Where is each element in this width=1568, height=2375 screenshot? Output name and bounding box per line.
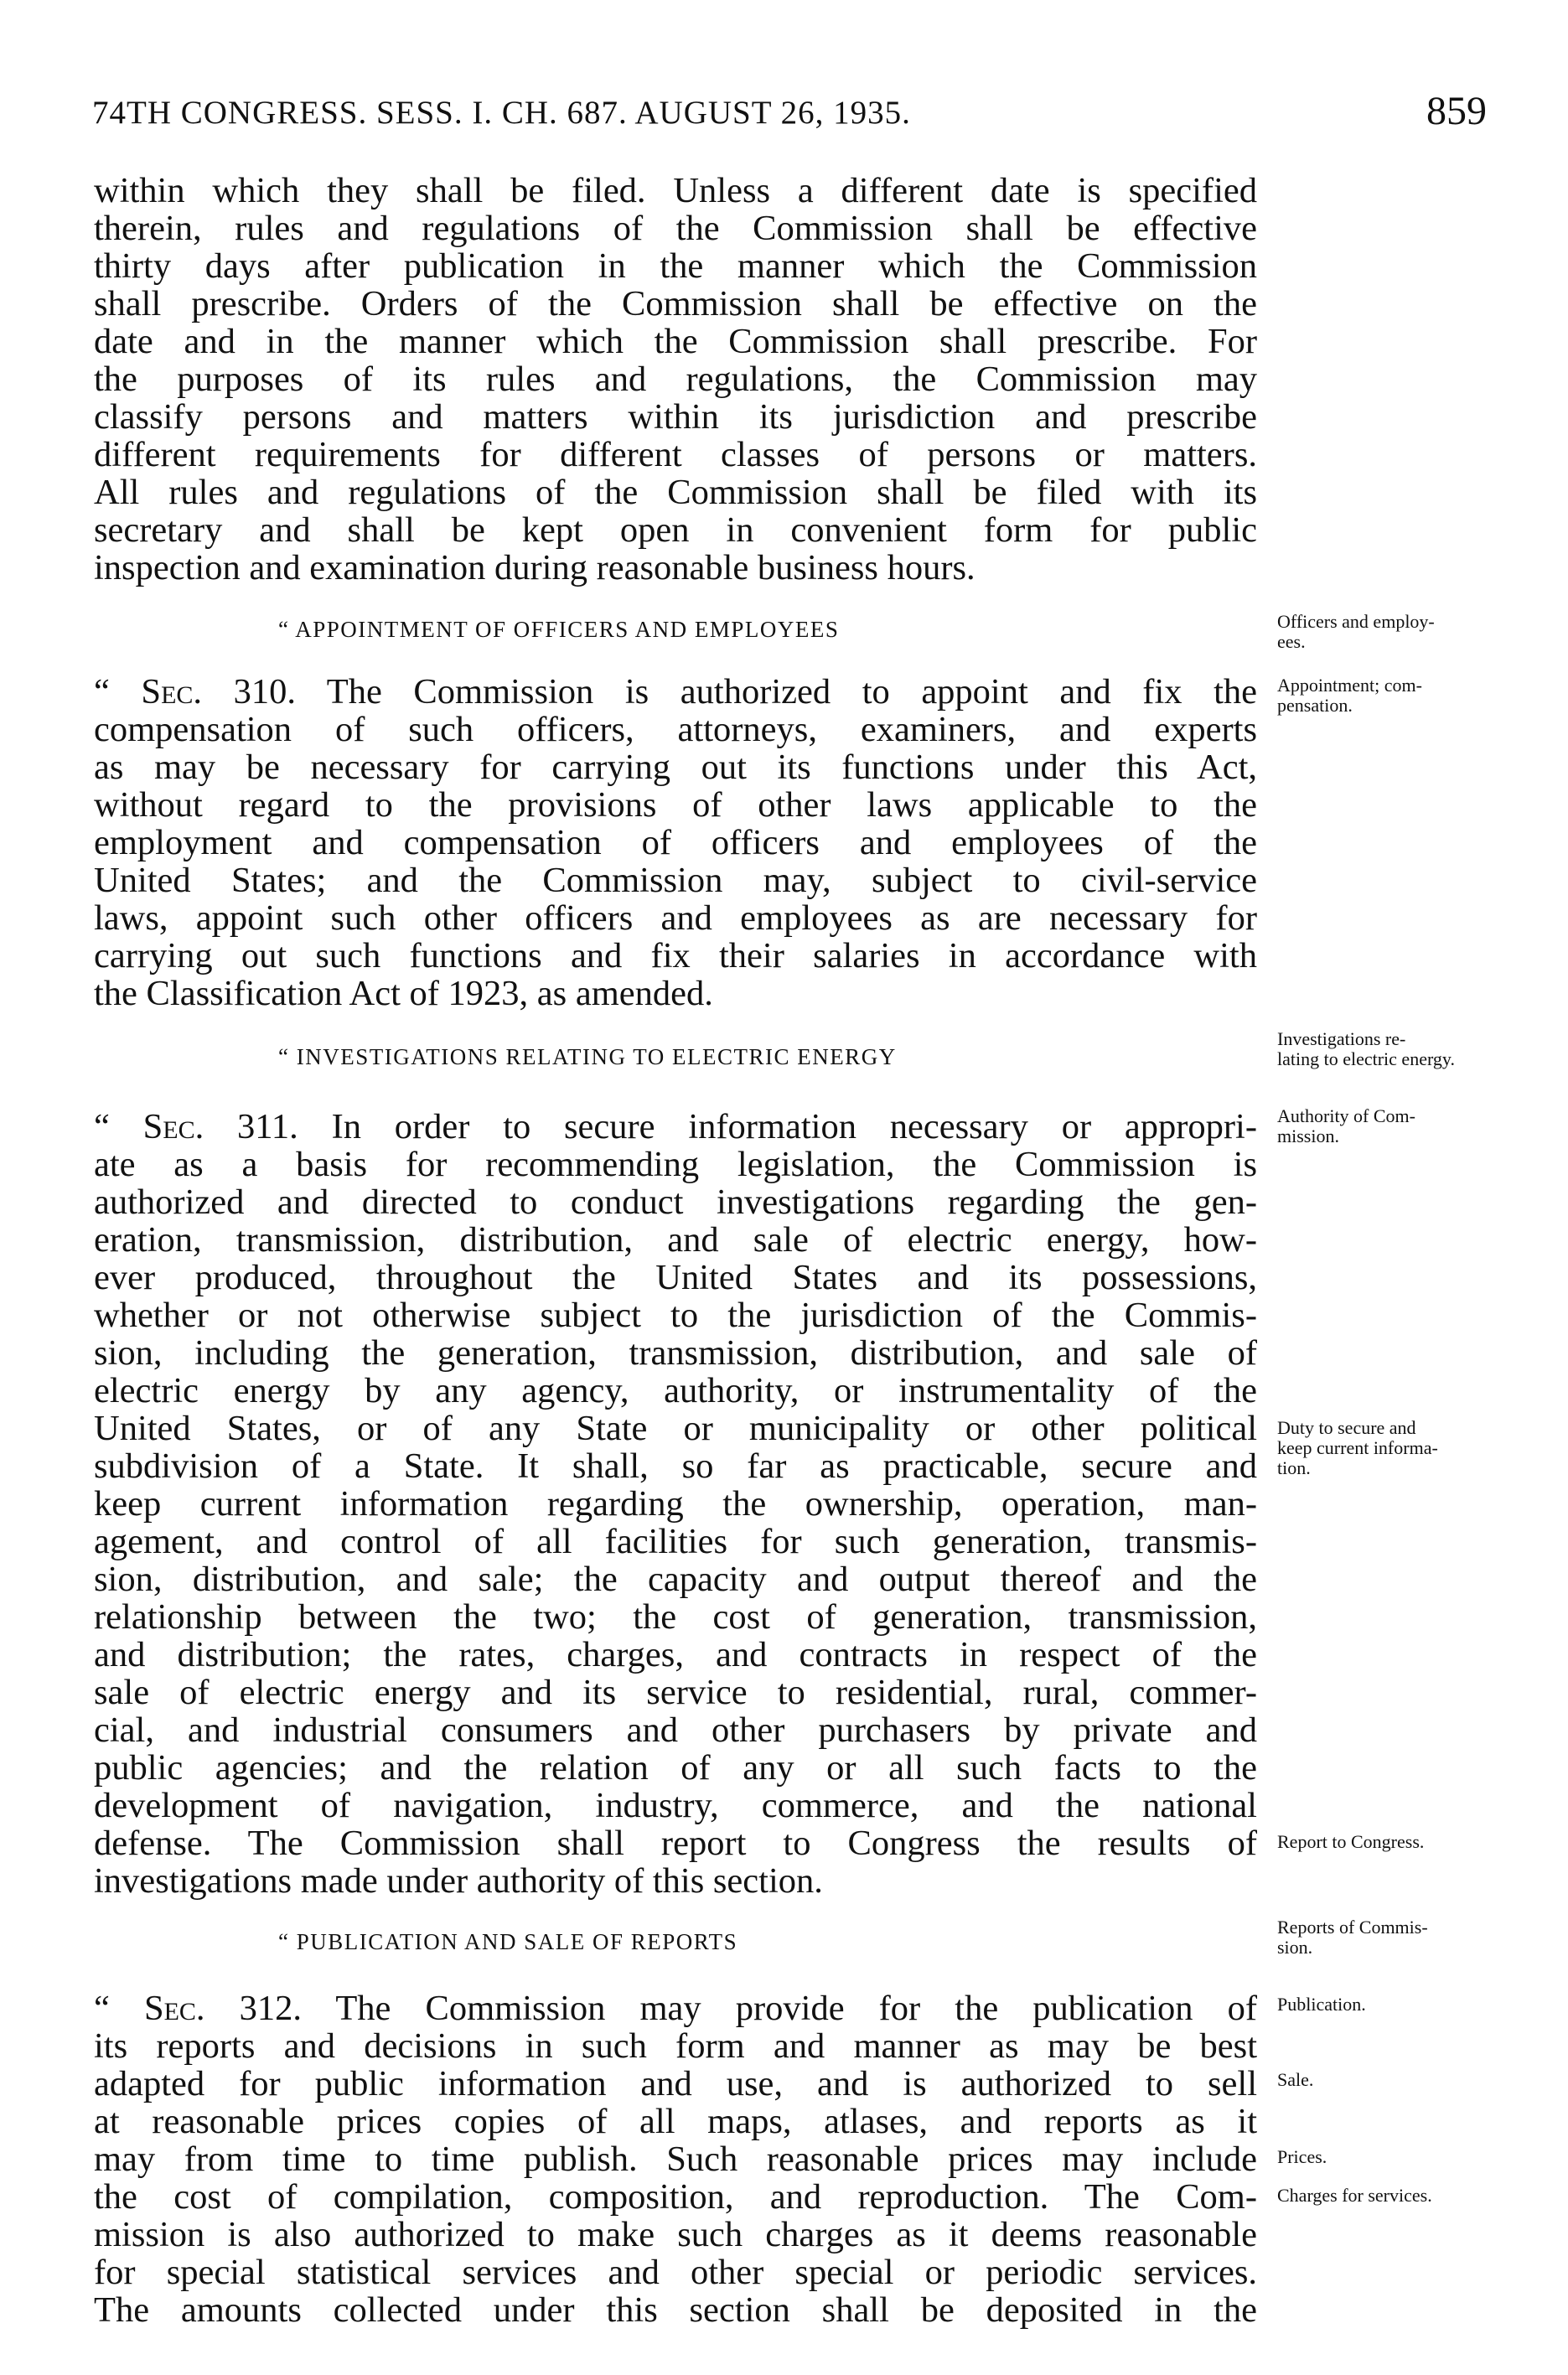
body-line: mission is also authorized to make such charges as it deems reasonable	[94, 2216, 1257, 2254]
body-line: laws, appoint such other officers and employees as are necessary for	[94, 899, 1257, 938]
page-number: 859	[1426, 89, 1487, 133]
margin-note-line: lating to electric energy.	[1277, 1048, 1455, 1069]
body-line: keep current information regarding the ownership, operation, man-	[94, 1485, 1257, 1524]
section-first-line-311	[94, 1108, 1257, 1146]
margin-note-charges	[1277, 2186, 1545, 2206]
body-line: different requirements for different classes of persons or matters.	[94, 436, 1257, 474]
body-line: employment and compensation of officers and employees of the	[94, 824, 1257, 862]
margin-note-duty	[1277, 1418, 1545, 1478]
body-line: classify persons and matters within its jurisdiction and prescribe	[94, 398, 1257, 437]
body-line: subdivision of a State. It shall, so far as practicable, secure and	[94, 1447, 1257, 1486]
margin-note-line: sion.	[1277, 1937, 1313, 1958]
body-line: for special statistical services and other special or periodic services.	[94, 2253, 1257, 2292]
section-label-310: “ Sec. 310.	[94, 673, 296, 711]
margin-note-publication	[1277, 1995, 1545, 2015]
body-line: whether or not otherwise subject to the jurisdiction of the Commis-	[94, 1296, 1257, 1335]
body-line: therein, rules and regulations of the Commission shall be effective	[94, 210, 1257, 248]
body-line: date and in the manner which the Commission shall prescribe. For	[94, 323, 1257, 361]
body-line: the Classification Act of 1923, as amended.	[94, 975, 713, 1013]
body-line: its reports and decisions in such form and manner as may be best	[94, 2027, 1257, 2066]
margin-note-line: Sale.	[1277, 2069, 1314, 2090]
margin-note-line: Appointment; com-	[1277, 675, 1422, 696]
body-line: investigations made under authority of this section.	[94, 1862, 823, 1901]
margin-note-sale	[1277, 2070, 1545, 2090]
body-line: public agencies; and the relation of any or all such facts to the	[94, 1749, 1257, 1788]
margin-note-line: Investigations re-	[1277, 1028, 1406, 1049]
body-line: shall prescribe. Orders of the Commission shall be effective on the	[94, 285, 1257, 323]
body-line: defense. The Commission shall report to Congress the results of	[94, 1824, 1257, 1863]
margin-note-line: keep current informa-	[1277, 1437, 1438, 1458]
body-line: development of navigation, industry, commerce, and the national	[94, 1787, 1257, 1825]
margin-note-line: Authority of Com-	[1277, 1105, 1415, 1126]
margin-note-line: Officers and employ-	[1277, 611, 1435, 632]
body-line: thirty days after publication in the manner which the Commission	[94, 247, 1257, 286]
body-line: ever produced, throughout the United States and its possessions,	[94, 1259, 1257, 1297]
section-label-312: “ Sec. 312.	[94, 1990, 303, 2028]
body-line: adapted for public information and use, and is authorized to sell	[94, 2065, 1257, 2103]
margin-note-line: Prices.	[1277, 2146, 1327, 2167]
body-line: relationship between the two; the cost of generation, transmission,	[94, 1598, 1257, 1637]
body-line: without regard to the provisions of other laws applicable to the	[94, 786, 1257, 825]
body-line: compensation of such officers, attorneys, examiners, and experts	[94, 711, 1257, 749]
body-line: eration, transmission, distribution, and sale of electric energy, how-	[94, 1221, 1257, 1260]
body-line: the cost of compilation, composition, and reproduction. The Com-	[94, 2178, 1257, 2217]
margin-note-investigations	[1277, 1029, 1545, 1069]
body-line: secretary and shall be kept open in convenient form for public	[94, 511, 1257, 550]
body-line: carrying out such functions and fix their salaries in accordance with	[94, 937, 1257, 975]
margin-note-report	[1277, 1832, 1545, 1852]
body-line: as may be necessary for carrying out its functions under this Act,	[94, 748, 1257, 787]
section-label-311: “ Sec. 311.	[94, 1108, 298, 1146]
margin-note-line: ees.	[1277, 631, 1306, 652]
body-line: and distribution; the rates, charges, and contracts in respect of the	[94, 1636, 1257, 1674]
section-first-line-312	[94, 1990, 1257, 2028]
margin-note-line: pensation.	[1277, 695, 1353, 716]
margin-note-authority	[1277, 1106, 1545, 1146]
body-line: electric energy by any agency, authority, or instrumentality of the	[94, 1372, 1257, 1410]
body-line: ate as a basis for recommending legislation, the Commission is	[94, 1146, 1257, 1184]
margin-note-line: Reports of Commis-	[1277, 1917, 1428, 1938]
section-text: In order to secure information necessary or appropri-	[331, 1108, 1257, 1146]
body-line: within which they shall be filed. Unless a different date is specified	[94, 172, 1257, 210]
margin-note-prices	[1277, 2147, 1545, 2167]
margin-note-line: Duty to secure and	[1277, 1417, 1416, 1438]
body-line: sion, distribution, and sale; the capacity and output thereof and the	[94, 1560, 1257, 1599]
body-line: cial, and industrial consumers and other purchasers by private and	[94, 1711, 1257, 1750]
section-heading-312: “ PUBLICATION AND SALE OF REPORTS	[278, 1929, 738, 1954]
body-line: may from time to time publish. Such reasonable prices may include	[94, 2140, 1257, 2179]
margin-note-officers	[1277, 612, 1545, 652]
body-line: at reasonable prices copies of all maps, atlases, and reports as it	[94, 2103, 1257, 2141]
margin-note-reports-of-commission	[1277, 1917, 1545, 1958]
body-line: sale of electric energy and its service to residential, rural, commer-	[94, 1674, 1257, 1712]
body-line: authorized and directed to conduct investigations regarding the gen-	[94, 1183, 1257, 1222]
body-line: United States; and the Commission may, subject to civil-service	[94, 862, 1257, 900]
body-line: The amounts collected under this section shall be deposited in the	[94, 2291, 1257, 2330]
section-heading-311: “ INVESTIGATIONS RELATING TO ELECTRIC ENERGY	[278, 1044, 897, 1069]
section-first-line-310	[94, 673, 1257, 711]
section-heading-310: “ APPOINTMENT OF OFFICERS AND EMPLOYEES	[278, 617, 840, 642]
body-line: agement, and control of all facilities for such generation, transmis-	[94, 1523, 1257, 1561]
margin-note-line: Charges for services.	[1277, 2185, 1432, 2206]
margin-note-line: mission.	[1277, 1125, 1339, 1146]
running-head: 74TH CONGRESS. SESS. I. CH. 687. AUGUST 26, 1935.	[92, 95, 911, 131]
body-line: All rules and regulations of the Commission shall be filed with its	[94, 473, 1257, 512]
body-line: the purposes of its rules and regulations, the Commission may	[94, 360, 1257, 399]
margin-note-line: Publication.	[1277, 1994, 1366, 2015]
margin-note-appointment	[1277, 675, 1545, 716]
section-text: The Commission may provide for the publication of	[335, 1990, 1257, 2028]
margin-note-line: Report to Congress.	[1277, 1831, 1425, 1852]
section-text: The Commission is authorized to appoint and fix the	[326, 673, 1257, 711]
margin-note-line: tion.	[1277, 1457, 1311, 1478]
body-line: sion, including the generation, transmission, distribution, and sale of	[94, 1334, 1257, 1373]
body-line: United States, or of any State or municipality or other political	[94, 1410, 1257, 1448]
body-line: inspection and examination during reasonable business hours.	[94, 549, 975, 587]
